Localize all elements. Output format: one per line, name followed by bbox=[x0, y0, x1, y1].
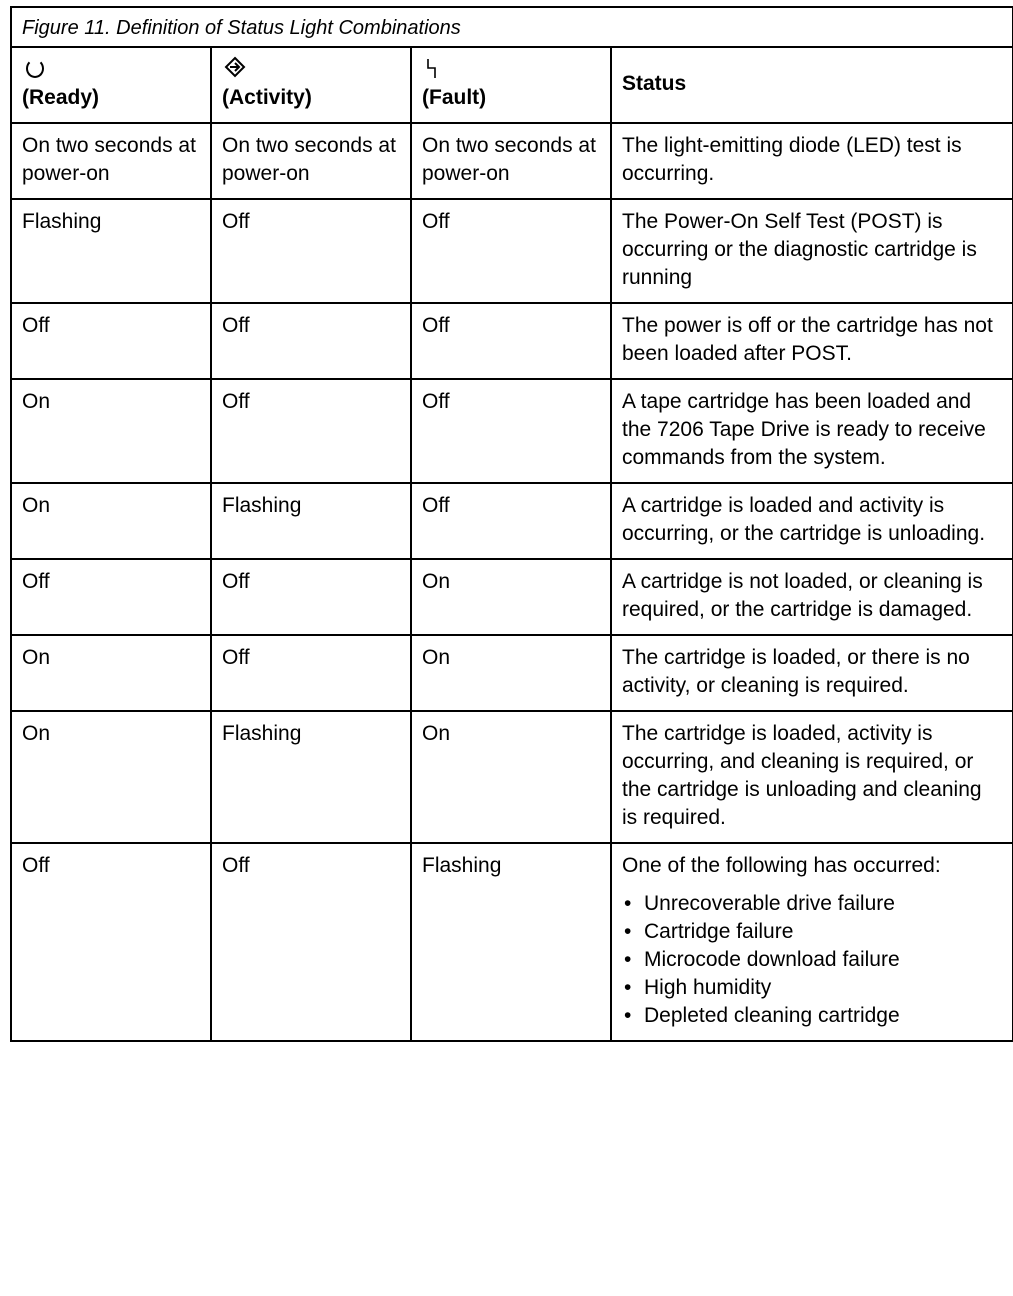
ready-cell: On bbox=[11, 635, 211, 711]
ready-cell: Off bbox=[11, 303, 211, 379]
figure-caption: Figure 11. Definition of Status Light Combinations bbox=[11, 7, 1013, 47]
list-item: • Unrecoverable drive failure bbox=[644, 890, 1002, 918]
header-activity-label: (Activity) bbox=[222, 86, 312, 109]
table-row bbox=[11, 199, 1013, 303]
status-light-table-container bbox=[10, 6, 1012, 1042]
status-cell: A cartridge is loaded and activity is occurring, or the cartridge is unloading. bbox=[611, 483, 1013, 559]
table-row bbox=[11, 711, 1013, 843]
status-cell: A cartridge is not loaded, or cleaning is required, or the cartridge is damaged. bbox=[611, 559, 1013, 635]
fault-cell: Off bbox=[411, 379, 611, 483]
status-cell: The cartridge is loaded, or there is no activity, or cleaning is required. bbox=[611, 635, 1013, 711]
table-row bbox=[11, 483, 1013, 559]
ready-cell: Flashing bbox=[11, 199, 211, 303]
fault-cell: Off bbox=[411, 483, 611, 559]
list-item: • Microcode download failure bbox=[644, 946, 1002, 974]
fault-cell: Off bbox=[411, 303, 611, 379]
ready-cell: On bbox=[11, 483, 211, 559]
activity-cell: Off bbox=[211, 199, 411, 303]
caption-row bbox=[11, 7, 1013, 47]
header-fault-label: (Fault) bbox=[422, 86, 487, 109]
ready-cell: On bbox=[11, 711, 211, 843]
table-row bbox=[11, 123, 1013, 199]
header-status: Status bbox=[611, 47, 1013, 123]
status-light-table bbox=[10, 6, 1013, 1042]
activity-cell: Off bbox=[211, 303, 411, 379]
status-cell: A tape cartridge has been loaded and the 7206 Tape Drive is ready to receive commands from the system. bbox=[611, 379, 1013, 483]
table-row bbox=[11, 559, 1013, 635]
activity-diamond-arrow-icon bbox=[224, 56, 246, 78]
list-item: • Depleted cleaning cartridge bbox=[644, 1002, 1002, 1030]
ready-cell: Off bbox=[11, 559, 211, 635]
header-fault bbox=[411, 47, 611, 123]
ready-circle-icon bbox=[26, 59, 44, 78]
fault-cell: On two seconds at power-on bbox=[411, 123, 611, 199]
header-row bbox=[11, 47, 1013, 123]
activity-cell: Off bbox=[211, 379, 411, 483]
ready-cell: On two seconds at power-on bbox=[11, 123, 211, 199]
table-row bbox=[11, 379, 1013, 483]
activity-cell: On two seconds at power-on bbox=[211, 123, 411, 199]
header-ready-label: (Ready) bbox=[22, 86, 100, 109]
failure-list bbox=[622, 890, 1002, 1030]
status-text: One of the following has occurred: bbox=[622, 854, 941, 877]
ready-cell: Off bbox=[11, 843, 211, 1041]
fault-cell: On bbox=[411, 711, 611, 843]
list-item: • High humidity bbox=[644, 974, 1002, 1002]
fault-cell: On bbox=[411, 635, 611, 711]
status-cell bbox=[611, 843, 1013, 1041]
table-row bbox=[11, 635, 1013, 711]
table-row bbox=[11, 303, 1013, 379]
header-activity bbox=[211, 47, 411, 123]
activity-cell: Off bbox=[211, 559, 411, 635]
activity-cell: Off bbox=[211, 843, 411, 1041]
activity-cell: Off bbox=[211, 635, 411, 711]
fault-cell: Off bbox=[411, 199, 611, 303]
status-cell: The cartridge is loaded, activity is occurring, and cleaning is required, or the cartridge is unloading and cleaning is required. bbox=[611, 711, 1013, 843]
activity-cell: Flashing bbox=[211, 483, 411, 559]
table-row bbox=[11, 843, 1013, 1041]
fault-cell: On bbox=[411, 559, 611, 635]
activity-cell: Flashing bbox=[211, 711, 411, 843]
fault-cell: Flashing bbox=[411, 843, 611, 1041]
status-cell: The power is off or the cartridge has not been loaded after POST. bbox=[611, 303, 1013, 379]
status-cell: The Power-On Self Test (POST) is occurring or the diagnostic cartridge is running bbox=[611, 199, 1013, 303]
header-ready bbox=[11, 47, 211, 123]
ready-cell: On bbox=[11, 379, 211, 483]
status-cell: The light-emitting diode (LED) test is occurring. bbox=[611, 123, 1013, 199]
list-item: • Cartridge failure bbox=[644, 918, 1002, 946]
fault-lightning-icon bbox=[426, 58, 438, 80]
